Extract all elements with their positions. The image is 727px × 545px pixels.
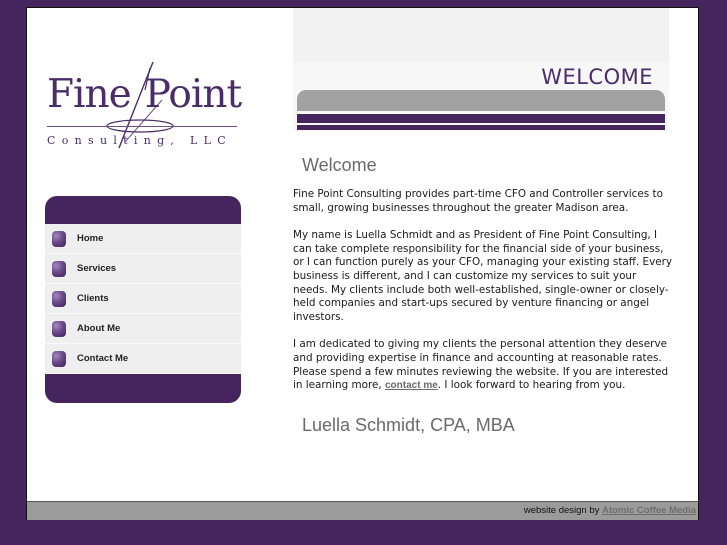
bullet-icon — [52, 261, 66, 277]
bullet-icon — [52, 351, 66, 367]
nav-item-label: Clients — [77, 293, 109, 304]
logo-word-point: Point — [144, 72, 242, 117]
logo[interactable] — [47, 60, 247, 160]
bullet-icon — [52, 231, 66, 247]
nav-item-services[interactable] — [45, 254, 241, 284]
intro-paragraph: Fine Point Consulting provides part-time CFO and Controller services to small, growing businesses throughout the greater Madison area. — [293, 188, 663, 214]
nav-item-home[interactable] — [45, 224, 241, 254]
logo-wordmark — [47, 72, 241, 117]
bullet-icon — [52, 291, 66, 307]
closing-paragraph — [293, 338, 673, 392]
closing-text-end: . I look forward to hearing from you. — [437, 379, 626, 392]
nav-item-clients[interactable] — [45, 284, 241, 314]
bullet-icon — [52, 321, 66, 337]
banner-purple-bar — [297, 114, 665, 123]
nav-item-contact-me[interactable] — [45, 344, 241, 374]
atomic-coffee-media-link[interactable]: Atomic Coffee Media — [602, 505, 696, 516]
closing-text: I am dedicated to giving my clients the personal attention they deserve and providing expertise in finance and accounting at reasonable rates. Please spend a few minutes reviewing the website. If you are interested in learning more, — [293, 338, 669, 392]
logo-subtitle: Consulting, LLC — [47, 134, 232, 147]
nav-item-label: Services — [77, 263, 117, 274]
banner-purple-bar-thin — [297, 125, 665, 130]
logo-rule — [47, 126, 237, 127]
main-content — [293, 155, 673, 436]
banner-top-panel — [293, 8, 669, 62]
signature: Luella Schmidt, CPA, MBA — [302, 414, 515, 435]
footer-credit — [524, 505, 696, 516]
page-heading: Welcome — [302, 155, 377, 175]
sidebar-nav — [45, 196, 241, 404]
footer-credit-prefix: website design by — [523, 505, 603, 516]
nav-item-label: About Me — [77, 323, 121, 334]
banner-title: WELCOME — [541, 65, 653, 89]
about-paragraph: My name is Luella Schmidt and as President of Fine Point Consulting, I can take complete responsibility for the financial side of your business, or I can function purely as your CFO, managing your existing staff. Every business is different, and I can customize my services to suit your needs. My clients include both well-established, single-owner or closely-held companies and start-ups secured by venture financing or angel investors. — [293, 229, 673, 323]
page-container — [26, 7, 699, 520]
nav-item-label: Home — [77, 233, 104, 244]
nav-footer-bar — [45, 374, 241, 403]
logo-word-fine: Fine — [47, 72, 131, 117]
nav-item-about-me[interactable] — [45, 314, 241, 344]
banner-grey-tab — [297, 90, 665, 111]
contact-me-link[interactable]: contact me — [385, 380, 438, 392]
nav-header-bar — [45, 196, 241, 224]
footer — [27, 501, 698, 520]
banner — [293, 62, 669, 130]
nav-item-label: Contact Me — [77, 353, 129, 364]
